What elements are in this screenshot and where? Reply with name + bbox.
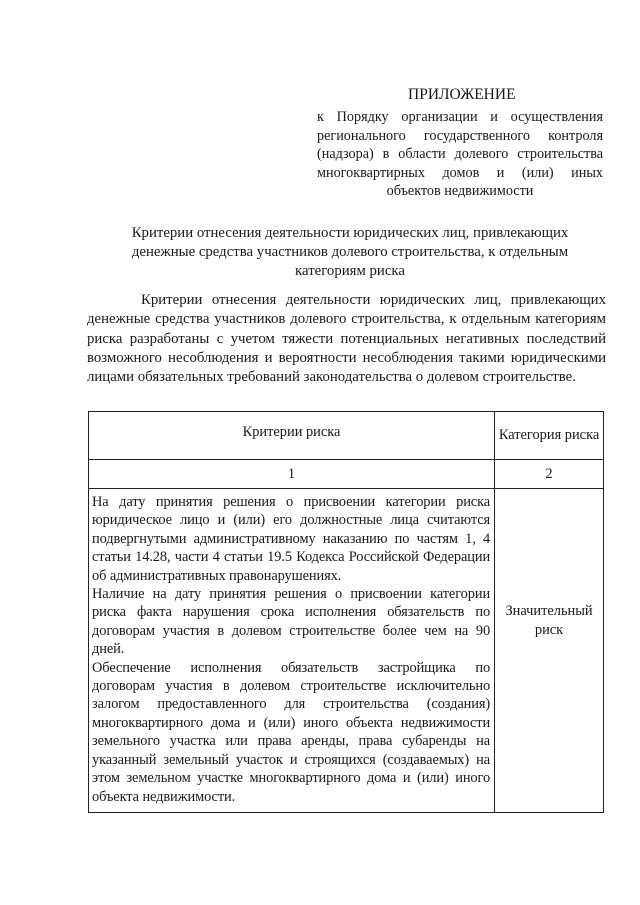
criteria-item-3: Обеспечение исполнения обязательств застройщика по договорам участия в долевом строительстве исключительно залогом предоставленного для строительства (создания) многоквартирного дома и (или) иного объекта недвижимости земельного участка или права аренды, права субаренды на указанный земельный участок и строящихся (создаваемых) на этом земельном участке многоквартирного дома и (или) иного объекта недвижимости. (92, 659, 491, 805)
document-title: Критерии отнесения деятельности юридических лиц, привлекающих денежные средства участников долевого строительства, к отдельным категориям риска (131, 225, 569, 279)
criteria-item-2: Наличие на дату принятия решения о присвоении категории риска факта нарушения срока исполнения обязательств по договорам участия в долевом строительстве более чем на 90 дней. (92, 586, 491, 658)
appendix-text: к Порядку организации и осуществления регионального государственного контроля (надзора) в области долевого строительства многоквартирных домов и (или) иных объектов недвижимости (317, 109, 603, 200)
column-number-1: 1 (89, 460, 495, 489)
appendix-title: ПРИЛОЖЕНИЕ (408, 86, 516, 103)
column-numbers-row (89, 460, 604, 489)
criteria-cell (89, 489, 495, 813)
header-criteria: Критерии риска (89, 412, 495, 460)
table-row (89, 489, 604, 813)
table-header-row (89, 412, 604, 460)
criteria-item-1: На дату принятия решения о присвоении категории риска юридическое лицо и (или) его должностные лица считаются подвергнутыми административному наказанию по частям 1, 4 статьи 14.28, части 4 статьи 19.5 Кодекса Российской Федерации об административных правонарушениях. (92, 494, 491, 584)
risk-criteria-table (88, 411, 604, 813)
intro-paragraph: Критерии отнесения деятельности юридических лиц, привлекающих денежные средства участников долевого строительства, к отдельным категориям риска разработаны с учетом тяжести потенциальных негативных последствий возможного несоблюдения и вероятности несоблюдения такими юридическими лицами обязательных требований законодательства о долевом строительстве. (87, 292, 606, 386)
category-cell (495, 489, 604, 813)
column-number-2: 2 (495, 460, 604, 489)
header-category: Категория риска (495, 412, 604, 460)
category-value: Значительный риск (505, 603, 593, 638)
